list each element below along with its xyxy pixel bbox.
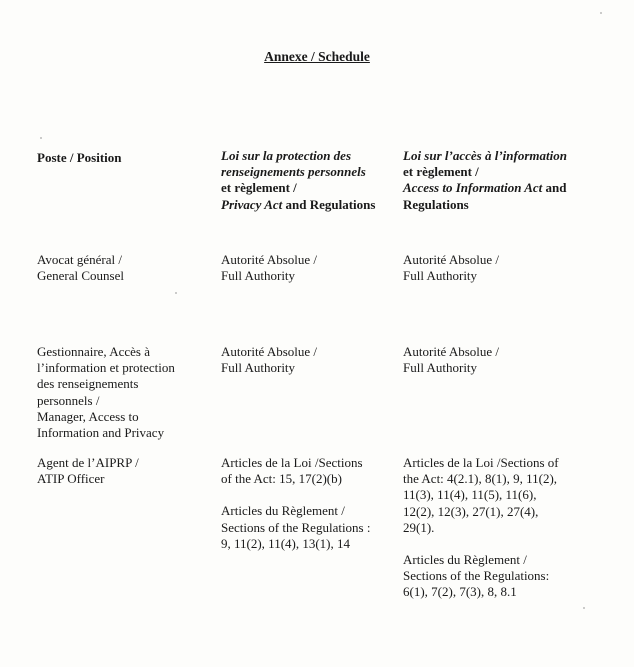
header-position: Poste / Position — [37, 150, 122, 165]
privacy-regulation-sections: Articles du Règlement / Sections of the Regulations : 9, 11(2), 11(4), 13(1), 14 — [221, 503, 371, 551]
row-general-counsel-privacy: Autorité Absolue / Full Authority — [221, 252, 318, 284]
scan-speck — [600, 12, 602, 14]
privacy-act-sections: Articles de la Loi /Sections of the Act: 15, 17(2)(b) — [221, 455, 363, 487]
row-atip-officer-access — [403, 455, 588, 601]
page-title: Annexe / Schedule — [264, 49, 370, 64]
row-atip-officer-position: Agent de l’AIPRP / ATIP Officer — [37, 455, 139, 487]
row-manager-access: Autorité Absolue / Full Authority — [403, 344, 500, 376]
row-general-counsel-access: Autorité Absolue / Full Authority — [403, 252, 500, 284]
scan-speck — [175, 292, 177, 294]
scan-speck — [40, 137, 42, 139]
row-manager-privacy: Autorité Absolue / Full Authority — [221, 344, 318, 376]
scan-speck — [583, 607, 585, 609]
row-general-counsel-position: Avocat général / General Counsel — [37, 252, 125, 284]
header-privacy-act: Loi sur la protection des renseignements personnels et règlement / Privacy Act and Regulations — [221, 148, 376, 212]
access-regulation-sections: Articles du Règlement / Sections of the Regulations: 6(1), 7(2), 7(3), 8, 8.1 — [403, 552, 550, 600]
row-atip-officer-privacy — [221, 455, 393, 552]
row-manager-position: Gestionnaire, Accès à l’information et protection des renseignements personnels / Manager, Access to Information and Privacy — [37, 344, 175, 441]
header-access-act: Loi sur l’accès à l’information et règlement / Access to Information Act and Regulations — [403, 148, 567, 212]
access-act-sections: Articles de la Loi /Sections of the Act: 4(2.1), 8(1), 9, 11(2), 11(3), 11(4), 11(5), 11(6), 12(2), 12(3), 27(1), 27(4), 29(1). — [403, 455, 559, 535]
